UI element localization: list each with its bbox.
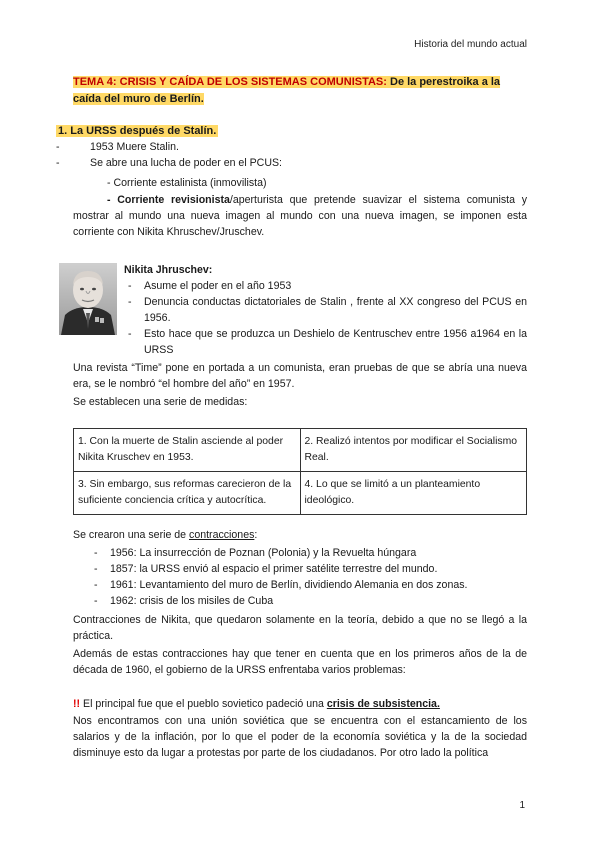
crisis-subsistencia-line: !! El principal fue que el pueblo sovietico padeció una crisis de subsistencia. (73, 698, 440, 710)
warning-marker: !! (73, 698, 81, 710)
section-heading-text: 1. La URSS después de Stalín. (58, 125, 217, 137)
section-heading (56, 123, 218, 139)
page-title (73, 74, 528, 108)
crisis-term: crisis de subsistencia. (326, 698, 440, 710)
contracciones-term: contracciones (189, 529, 255, 541)
khrushchev-portrait (59, 263, 117, 335)
title-rest: De la perestroika a la caída del muro de Berlín. (73, 76, 501, 105)
table-cell: 3. Sin embargo, sus reformas carecieron de la suficiente conciencia crítica y autocrítica. (74, 472, 301, 515)
revisionista-rest: /aperturista que pretende suavizar el sistema comunista y mostrar al mundo una nueva imagen al mundo con una nueva imagen, se imponen esta corriente con Nikita Khruschev/Jruschev. (73, 194, 527, 238)
measures-intro: Se establecen una serie de medidas: (73, 396, 248, 408)
table-cell: 2. Realizó intentos por modificar el Socialismo Real. (300, 429, 527, 472)
table-cell: 1. Con la muerte de Stalin asciende al poder Nikita Kruschev en 1953. (74, 429, 301, 472)
time-paragraph: Una revista “Time” pone en portada a un comunista, eran pruebas de que se abría una nueva era, se le nombró “el hombre del año” en 1957. (73, 362, 527, 390)
contracciones-intro: Se crearon una serie de contracciones: (73, 529, 258, 541)
contracciones-para: Contracciones de Nikita, que quedaron solamente en la teoría, debido a que no se llegó a la práctica. (73, 614, 527, 642)
list-item: - 1956: La insurrección de Poznan (Polonia) y la Revuelta húngara (90, 545, 527, 561)
estancamiento-para: Nos encontramos con una unión soviética que se encuentra con el estancamiento de los salarios y de la inflación, por lo que el poder de la economía soviética y la de la sociedad disminuye esto da lugar a protestas por parte de los ciudadanos. Por otro lado la política (73, 715, 527, 759)
nikita-heading: Nikita Jhruschev: (124, 264, 213, 276)
sub-revisionista (73, 192, 527, 240)
page-number: 1 (519, 800, 525, 811)
contracciones-list (90, 545, 527, 609)
list-item: - Esto hace que se produzca un Deshielo de Kentruschev entre 1956 a1964 en la URSS (124, 326, 527, 358)
list-item: - Asume el poder en el año 1953 (124, 278, 527, 294)
sub-estalinista: - Corriente estalinista (inmovilista) (107, 177, 267, 189)
table-row (74, 429, 527, 472)
nikita-list (124, 278, 527, 358)
bullet-1953: - 1953 Muere Stalin. (56, 141, 179, 153)
title-highlight: TEMA 4: CRISIS Y CAÍDA DE LOS SISTEMAS COMUNISTAS: (73, 76, 387, 88)
list-item: - Denuncia conductas dictatoriales de Stalin , frente al XX congreso del PCUS en 1956. (124, 294, 527, 326)
problemas-para: Además de estas contracciones hay que tener en cuenta que en los primeros años de la de década de 1960, el gobierno de la URSS enfrentaba varios problemas: (73, 648, 527, 676)
table-row (74, 472, 527, 515)
revisionista-bold: - Corriente revisionista (107, 194, 230, 206)
list-item: - 1857: la URSS envió al espacio el primer satélite terrestre del mundo. (90, 561, 527, 577)
bullet-lucha-poder: - Se abre una lucha de poder en el PCUS: (56, 157, 282, 169)
list-item: - 1961: Levantamiento del muro de Berlín, dividiendo Alemania en dos zonas. (90, 577, 527, 593)
measures-table (73, 428, 527, 515)
list-item: - 1962: crisis de los misiles de Cuba (90, 593, 527, 609)
table-cell: 4. Lo que se limitó a un planteamiento ideológico. (300, 472, 527, 515)
running-header: Historia del mundo actual (414, 39, 527, 50)
